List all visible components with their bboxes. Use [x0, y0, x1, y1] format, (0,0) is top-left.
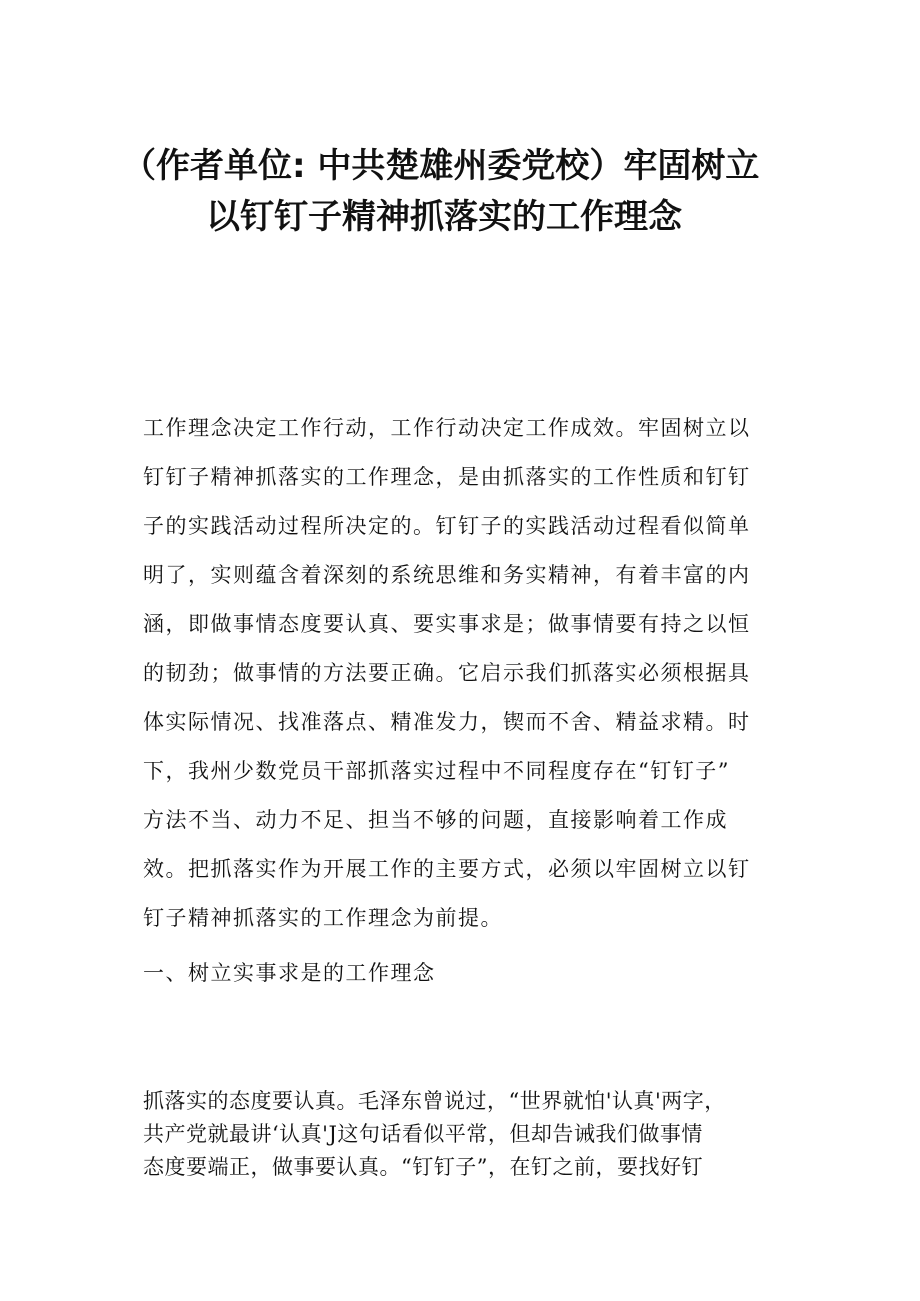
- intro-paragraph: [143, 404, 783, 943]
- paragraph-line: 方法不当、动力不足、担当不够的问题，直接影响着工作成: [143, 808, 728, 832]
- paragraph-line: 涵，即做事情态度要认真、要实事求是；做事情要有持之以恒: [143, 612, 751, 636]
- paragraph-line: 体实际情况、找准落点、精准发力，锲而不舍、精益求精。时: [143, 710, 751, 734]
- paragraph-line: 子的实践活动过程所决定的。钉钉子的实践活动过程看似简单: [143, 514, 751, 538]
- paragraph-line: 抓落实的态度要认真。毛泽东曾说过，“世界就怕'认真'两字，: [143, 1089, 726, 1113]
- paragraph-line: 钉钉子精神抓落实的工作理念，是由抓落实的工作性质和钉钉: [143, 465, 751, 489]
- document-title-line-1: （作者单位: 中共楚雄州委党校）牢固树立: [122, 146, 760, 186]
- paragraph-line: 钉子精神抓落实的工作理念为前提。: [143, 906, 503, 930]
- paragraph-line: 效。把抓落实作为开展工作的主要方式，必须以牢固树立以钉: [143, 857, 751, 881]
- paragraph-line: 下，我州少数党员干部抓落实过程中不同程度存在“钉钉子”: [143, 759, 730, 783]
- paragraph-line: 态度要端正，做事要认真。“钉钉子”，在钉之前，要找好钉: [143, 1155, 703, 1179]
- document-title-line-2: 以钉钉子精神抓落实的工作理念: [206, 197, 682, 237]
- section-paragraph: [143, 1085, 783, 1184]
- paragraph-line: 明了，实则蕴含着深刻的系统思维和务实精神，有着丰富的内: [143, 563, 751, 587]
- paragraph-line: 的韧劲；做事情的方法要正确。它启示我们抓落实必须根据具: [143, 661, 751, 685]
- section-heading: 一、树立实事求是的工作理念: [143, 961, 436, 985]
- paragraph-line: 共产党就最讲‘认真'J这句话看似平常，但却告诫我们做事情: [143, 1122, 703, 1146]
- paragraph-line: 工作理念决定工作行动，工作行动决定工作成效。牢固树立以: [143, 416, 751, 440]
